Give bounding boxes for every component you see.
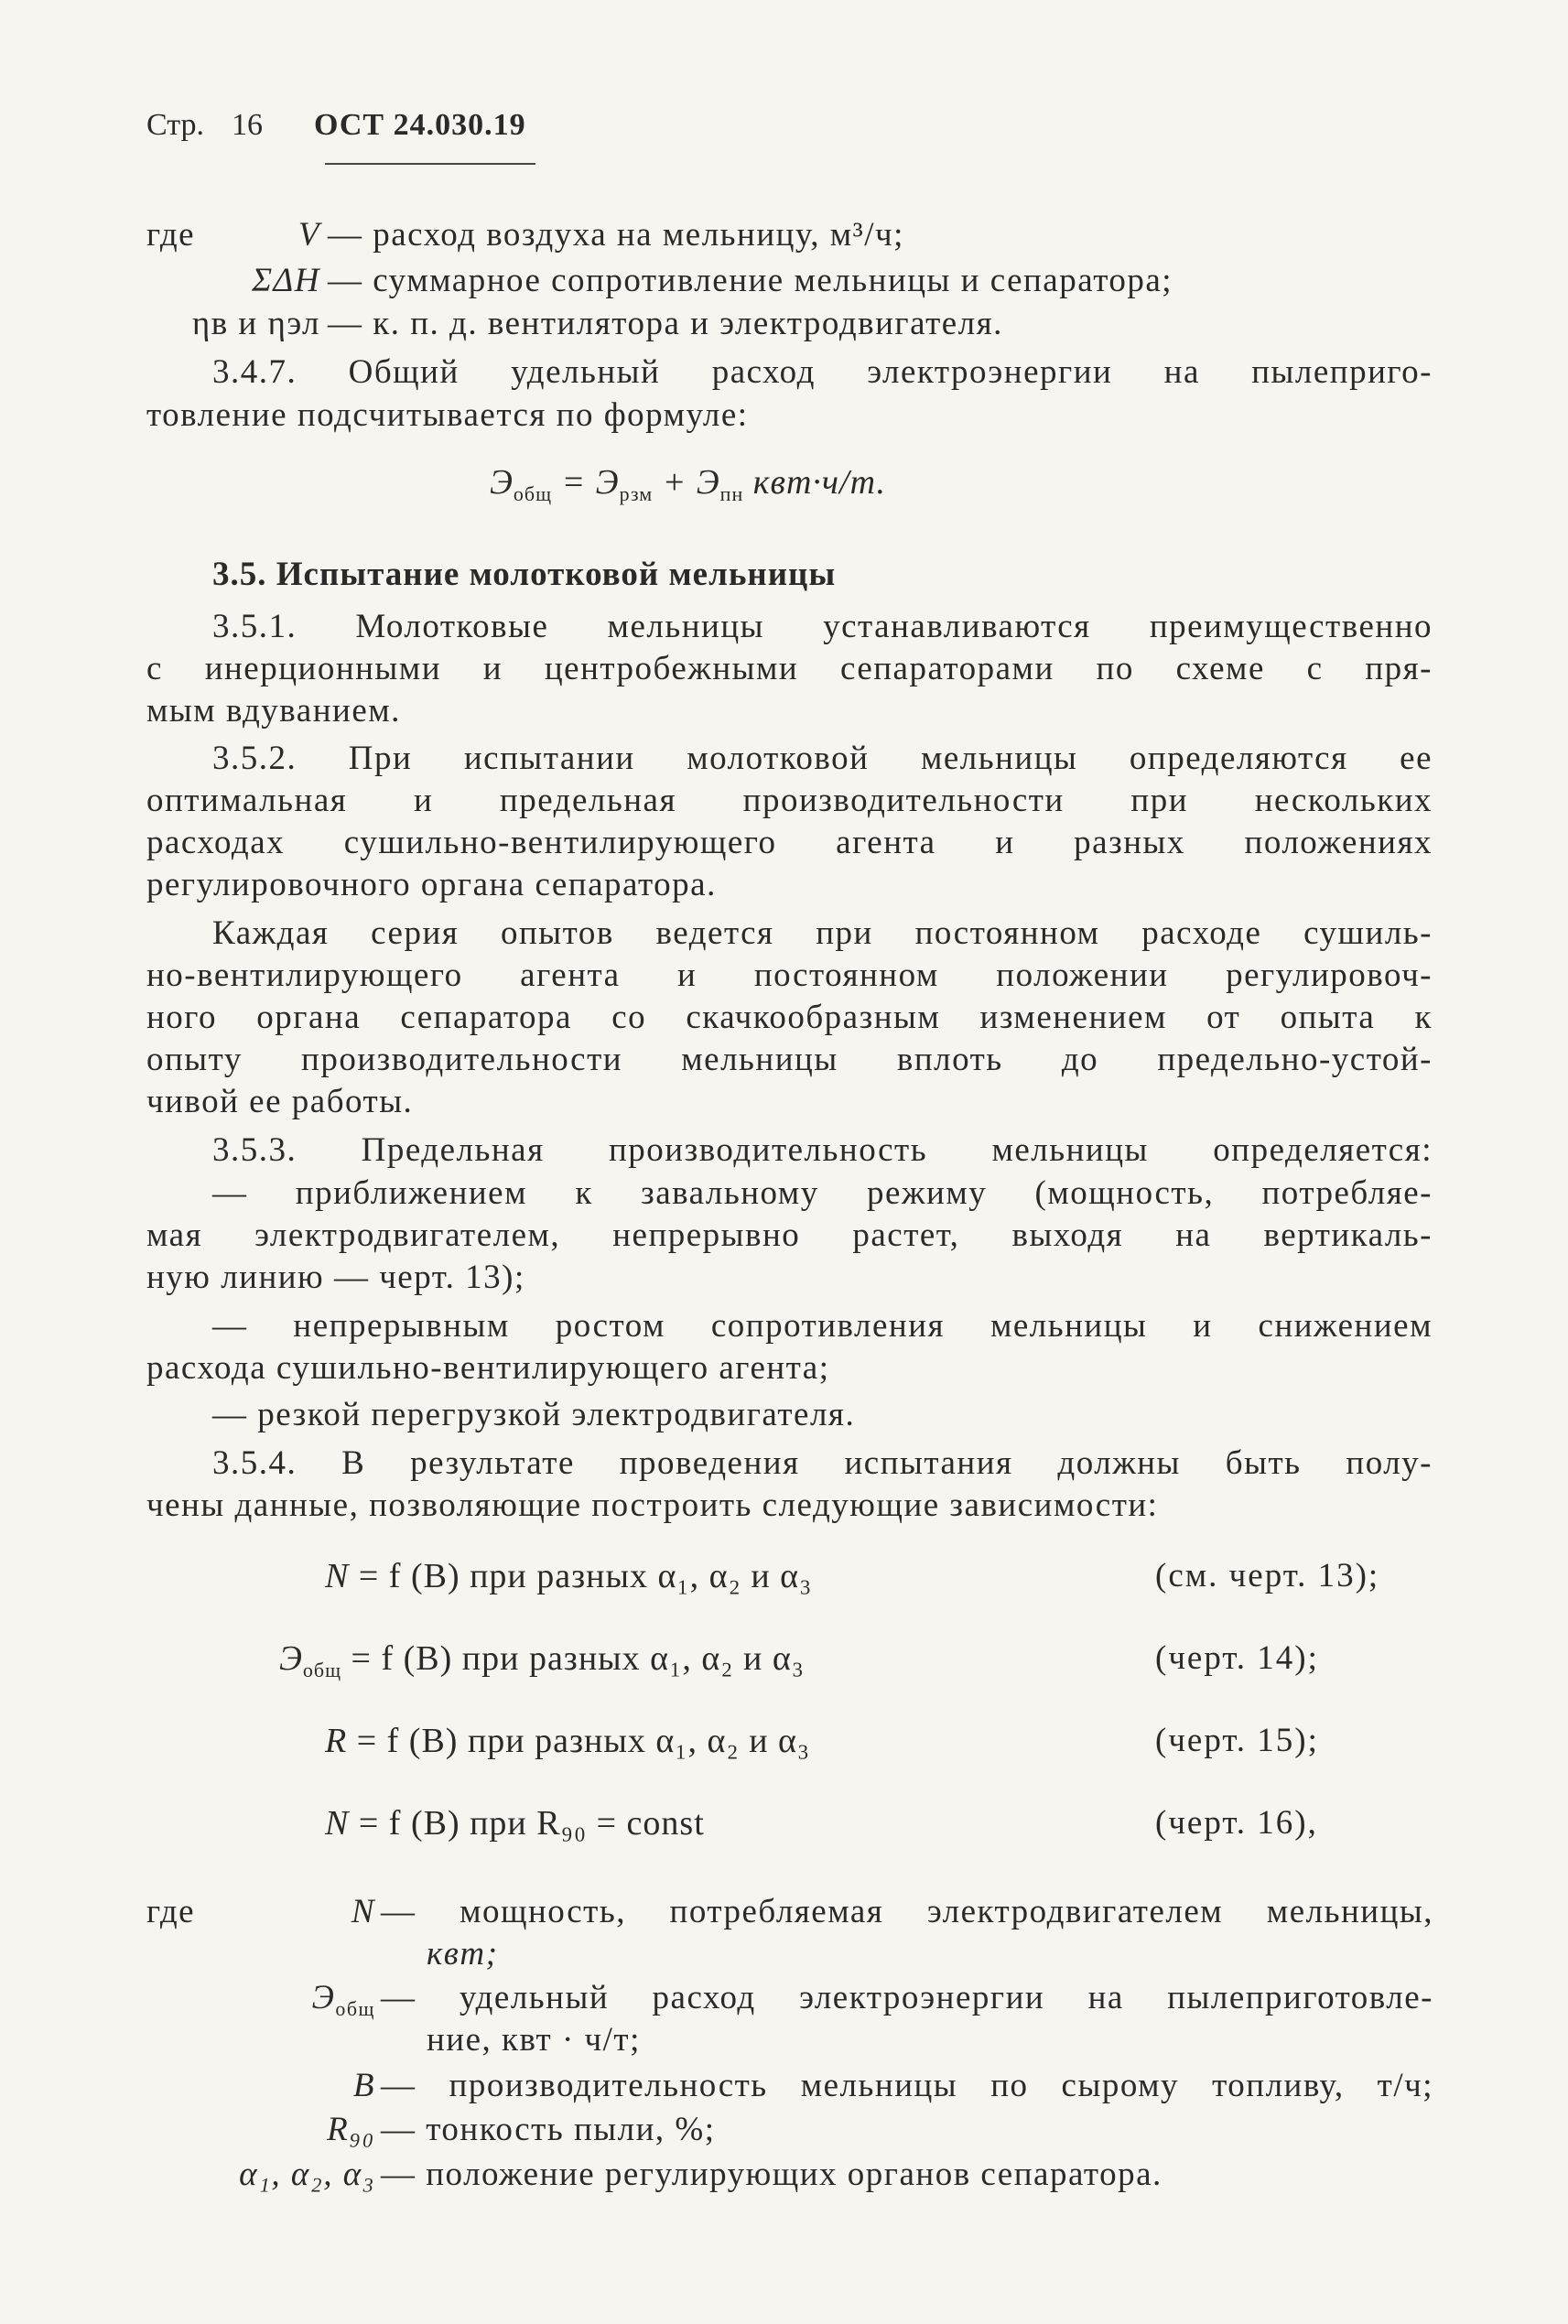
para-series-line-1: Каждая серия опытов ведется при постоянном расходе сушиль- — [212, 914, 1433, 952]
para-353-bullet2-line-2: расхода сушильно-вентилирующего агента; — [146, 1349, 830, 1387]
para-353-line-1: 3.5.3. Предельная производительность мельницы определяется: — [212, 1131, 1433, 1169]
dependency-2-ref: (черт. 14); — [1155, 1639, 1319, 1677]
para-series-line-4: опыту производительности мельницы вплоть до предельно-устой- — [146, 1041, 1433, 1078]
para-354-line-1: 3.5.4. В результате проведения испытания должны быть полу- — [212, 1444, 1433, 1482]
symbol-alpha: α₁, α₂, α₃ — [239, 2156, 375, 2193]
symbol-e: $Э_{общ}$ — [311, 1979, 375, 2020]
symbol-sum-dh: ΣΔН — [252, 262, 320, 299]
para-series-line-2: но-вентилирующего агента и постоянном положении регулировоч- — [146, 957, 1433, 994]
para-354-line-2: чены данные, позволяющие построить следующие зависимости: — [146, 1486, 1159, 1524]
header-underline — [325, 163, 535, 165]
def-e-text: — удельный расход электроэнергии на пылеприготовле- — [381, 1979, 1433, 2016]
dependency-4-ref: (черт. 16), — [1155, 1804, 1318, 1842]
symbol-b: B — [352, 2067, 375, 2104]
symbol-r90: R₉₀ — [327, 2111, 375, 2148]
def-v-text: — расход воздуха на мельницу, м³/ч; — [328, 216, 904, 254]
para-351-line-1: 3.5.1. Молотковые мельницы устанавливаются преимущественно — [212, 608, 1433, 645]
section-heading: 3.5. Испытание молотковой мельницы — [212, 556, 837, 593]
def-b-text: — производительность мельницы по сырому топливу, т/ч; — [381, 2067, 1433, 2104]
def-e-text-2: ние, квт · ч/т; — [427, 2021, 641, 2059]
dependency-2: $Э_{общ} = f$ (B) при разных α₁, α₂ и α₃ — [279, 1639, 805, 1681]
para-series-line-5: чивой ее работы. — [146, 1083, 414, 1120]
page-header — [146, 108, 526, 143]
symbol-eta: ηв и ηэл — [191, 305, 320, 342]
para-352-line-1: 3.5.2. При испытании молотковой мельницы определяются ее — [212, 740, 1433, 777]
def-n-text: — мощность, потребляемая электродвигателем мельницы, — [381, 1893, 1433, 1930]
para-347-line-1: 3.4.7. Общий удельный расход электроэнергии на пылеприго- — [212, 353, 1433, 391]
standard-number: ОСТ 24.030.19 — [314, 108, 526, 142]
def-eta-text: — к. п. д. вентилятора и электродвигателя. — [328, 305, 1003, 342]
symbol-v: V — [297, 216, 320, 254]
para-353-bullet1-line-2: мая электродвигателем, непрерывно растет, выходя на вертикаль- — [146, 1216, 1433, 1254]
para-352-line-2: оптимальная и предельная производительности при нескольких — [146, 782, 1433, 819]
page-number: 16 — [232, 108, 264, 142]
def-alpha-text: — положение регулирующих органов сепаратора. — [381, 2156, 1162, 2193]
para-353-bullet1-line-3: ную линию — черт. 13); — [146, 1259, 525, 1296]
def-n-unit: квт; — [427, 1935, 499, 1973]
formula-energy-total: $Э_{общ} = Э_{рзм} + Э_{пн}$ квт·ч/т. — [490, 463, 887, 505]
where-label-2: где — [146, 1893, 196, 1930]
para-352-line-4: регулировочного органа сепаратора. — [146, 866, 717, 903]
para-351-line-3: мым вдуванием. — [146, 692, 401, 730]
dependency-4: N = f (B) при R₉₀ = const — [325, 1804, 705, 1843]
para-353-bullet2-line-1: — непрерывным ростом сопротивления мельницы и снижением — [212, 1307, 1433, 1345]
para-353-bullet1-line-1: — приближением к завальному режиму (мощность, потребляе- — [212, 1174, 1433, 1212]
symbol-n: N — [351, 1893, 375, 1930]
para-series-line-3: ного органа сепаратора со скачкообразным изменением от опыта к — [146, 999, 1433, 1036]
dependency-3: R = f (B) при разных α₁, α₂ и α₃ — [325, 1722, 811, 1760]
para-347-line-2: товление подсчитывается по формуле: — [146, 396, 749, 434]
dependency-1: N = f (B) при разных α₁, α₂ и α₃ — [325, 1557, 813, 1595]
para-351-line-2: с инерционными и центробежными сепараторами по схеме с пря- — [146, 650, 1433, 687]
dependency-3-ref: (черт. 15); — [1155, 1722, 1319, 1759]
dependency-1-ref: (см. черт. 13); — [1155, 1557, 1380, 1594]
page-label: Стр. — [146, 108, 205, 142]
para-353-bullet3-line-1: — резкой перегрузкой электродвигателя. — [212, 1396, 856, 1433]
def-dh-text: — суммарное сопротивление мельницы и сепаратора; — [328, 262, 1173, 299]
def-r-text: — тонкость пыли, %; — [381, 2111, 716, 2148]
para-352-line-3: расходах сушильно-вентилирующего агента и разных положениях — [146, 824, 1433, 861]
where-label: где — [146, 216, 196, 254]
